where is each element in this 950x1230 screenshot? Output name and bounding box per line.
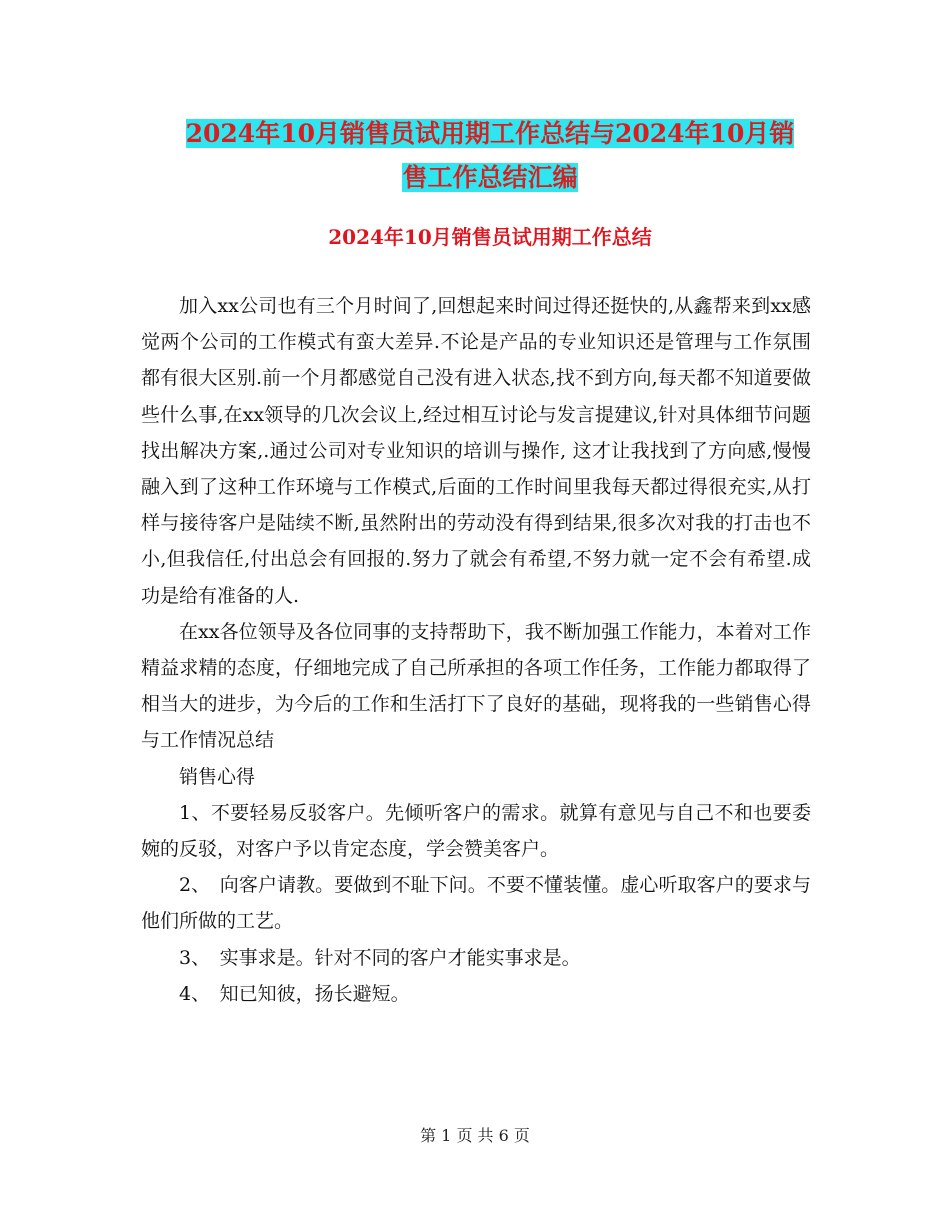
list-item: 4、 知已知彼，扬长避短。 [179, 982, 410, 1005]
section-title: 2024年10月销售员试用期工作总结 [328, 225, 652, 249]
document-title-line-1: 2024年10月销售员试用期工作总结与2024年10月销 [185, 119, 795, 148]
list-item: 2、 向客户请教。要做到不耻下问。不要不懂装懂。虚心听取客户的要求与他们所做的工艺。 [141, 874, 811, 933]
list-item: 3、 实事求是。针对不同的客户才能实事求是。 [179, 946, 581, 969]
paragraph-summary: 在xx各位领导及各位同事的支持帮助下，我不断加强工作能力，本着对工作精益求精的态度，仔细地完成了自己所承担的各项工作任务，工作能力都取得了相当大的进步，为今后的工作和生活打下了良好的基础，现将我的一些销售心得与工作情况总结 [141, 620, 811, 752]
document-title-line-2: 售工作总结汇编 [402, 163, 578, 192]
page-number-footer: 第 1 页 共 6 页 [420, 1126, 530, 1145]
paragraph-intro: 加入xx公司也有三个月时间了,回想起来时间过得还挺快的,从鑫帮来到xx感觉两个公司的工作模式有蛮大差异.不论是产品的专业知识还是管理与工作氛围都有很大区别.前一个月都感觉自己没有进入状态,找不到方向,每天都不知道要做些什么事,在xx领导的几次会议上,经过相互讨论与发言提建议,针对具体细节问题找出解决方案,.通过公司对专业知识的培训与操作, 这才让我找到了方向感,慢慢融入到了这种工作环境与工作模式,后面的工作时间里我每天都过得很充实,从打样与接待客户是陆续不断,虽然附出的劳动没有得到结果,很多次对我的打击也不小,但我信任,付出总会有回报的.努力了就会有希望,不努力就一定不会有希望.成功是给有准备的人. [141, 295, 811, 607]
list-item: 1、不要轻易反驳客户。先倾听客户的需求。就算有意见与自己不和也要委婉的反驳，对客户予以肯定态度，学会赞美客户。 [141, 801, 811, 861]
document-body [141, 288, 811, 1012]
section-heading-sales-insights: 销售心得 [179, 765, 256, 788]
document-title [140, 112, 840, 200]
